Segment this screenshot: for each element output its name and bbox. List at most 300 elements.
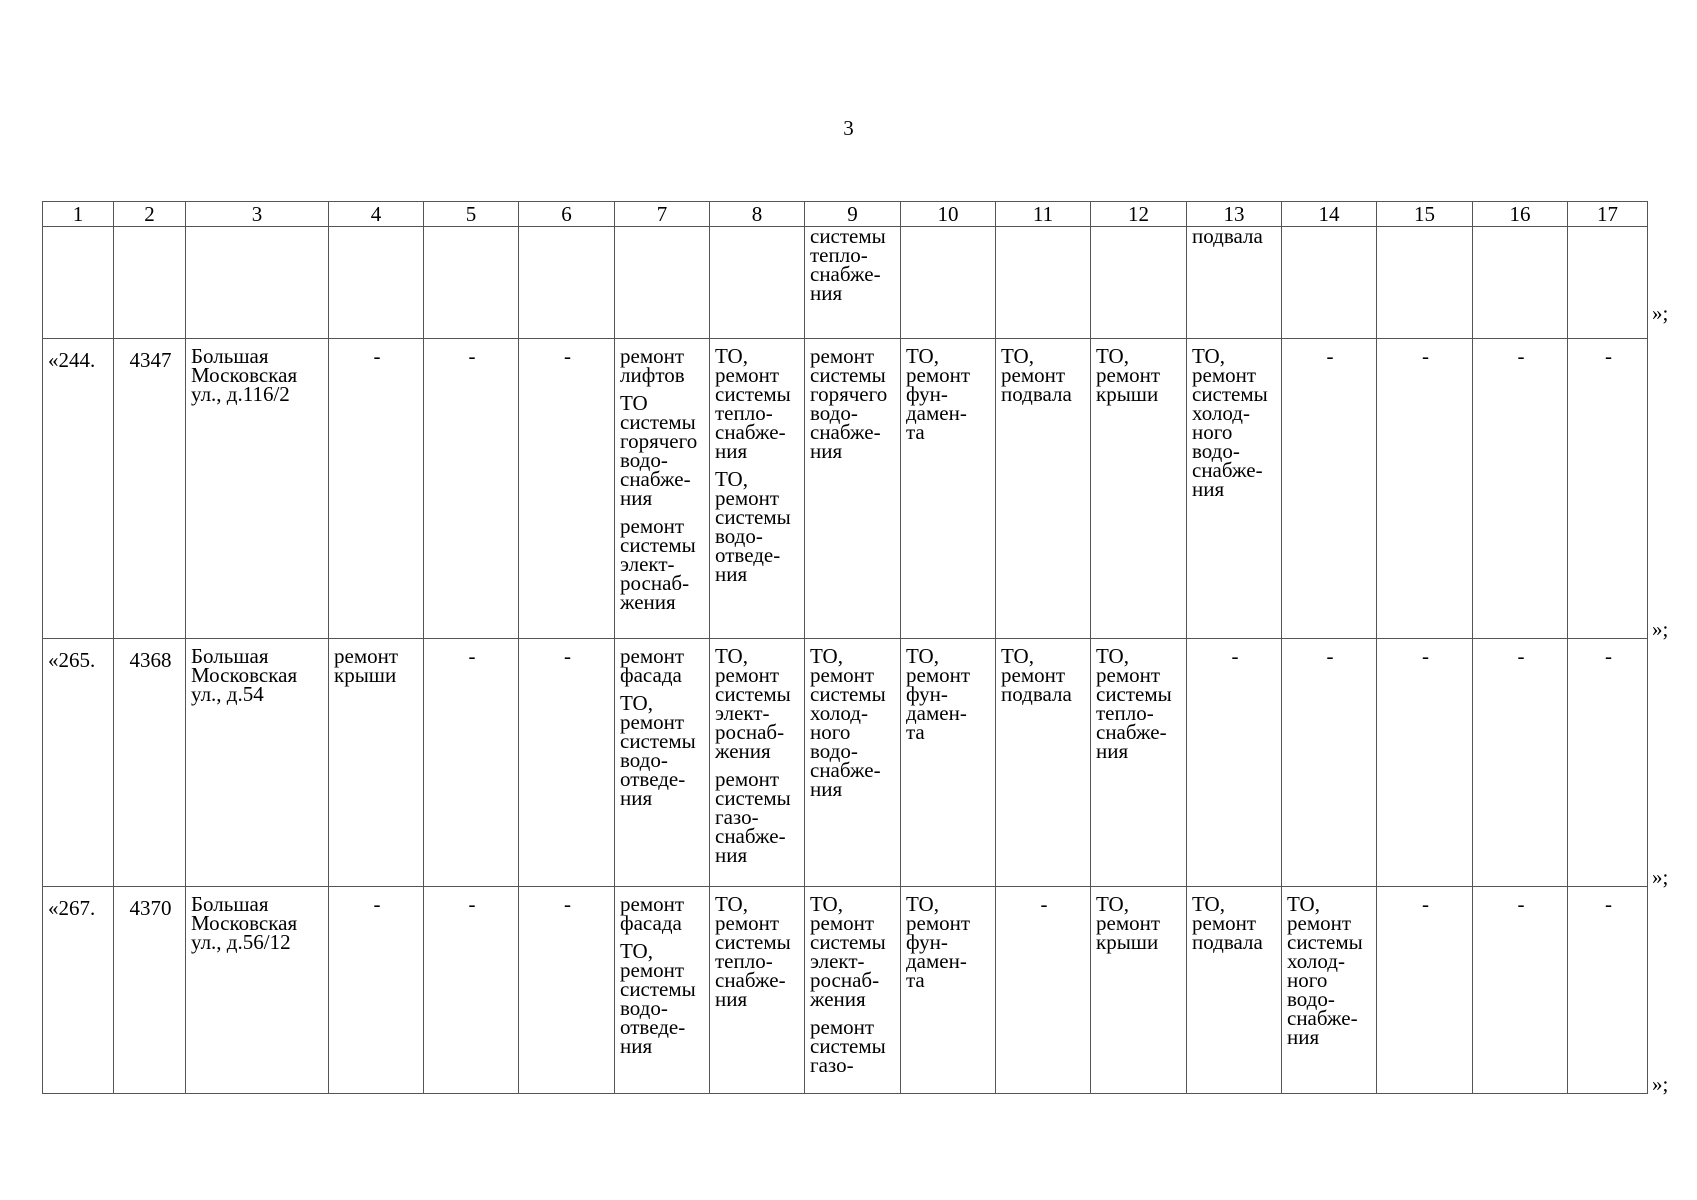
cell-paragraph (810, 644, 897, 801)
table-cell (1377, 227, 1473, 339)
cell-line: элект- (715, 701, 770, 725)
cell-line: 4370 (129, 896, 172, 920)
cell-line: подвала (1001, 682, 1072, 706)
cell-line: горячего (620, 429, 698, 453)
cell-line: ния (715, 843, 748, 867)
cell-line: фасада (620, 911, 682, 935)
cell-paragraph (1287, 892, 1373, 1049)
cell-line: жения (810, 987, 866, 1011)
page-number: 3 (843, 116, 854, 140)
cell-line: та (906, 720, 925, 744)
table-cell (710, 227, 805, 339)
cell-line: - (1231, 644, 1239, 668)
table-cell (615, 227, 710, 339)
cell-line: ТО, (1001, 344, 1034, 368)
cell-line: та (906, 968, 925, 992)
cell-paragraph (1192, 892, 1278, 954)
table-cell (805, 227, 901, 339)
cell-paragraph (1096, 344, 1183, 406)
cell-line: ремонт (620, 892, 685, 916)
cell-line: ремонт (810, 1015, 875, 1039)
table-cell (43, 339, 114, 639)
cell-line: системы (620, 410, 696, 434)
cell-line: - (373, 892, 381, 916)
table-cell (996, 227, 1091, 339)
cell-line: ния (810, 777, 843, 801)
table-cell (615, 339, 710, 639)
cell-paragraph (334, 644, 420, 687)
cell-line: роснаб- (715, 720, 785, 744)
cell-line: - (468, 344, 476, 368)
table-cell (615, 887, 710, 1094)
cell-line: - (1517, 892, 1525, 916)
cell-line: системы (1287, 930, 1363, 954)
table-cell (1091, 887, 1187, 1094)
table-cell (710, 887, 805, 1094)
column-header: 14 (1282, 202, 1377, 227)
table-cell (329, 887, 424, 1094)
cell-line: тепло- (715, 401, 773, 425)
table-cell (901, 227, 996, 339)
cell-line: крыши (334, 663, 397, 687)
table-cell (710, 339, 805, 639)
cell-line: лифтов (620, 363, 685, 387)
cell-line: снабже- (715, 968, 786, 992)
cell-line: системы (620, 977, 696, 1001)
cell-line: жения (715, 739, 771, 763)
cell-line: ТО, (620, 691, 653, 715)
cell-line: водо- (620, 448, 668, 472)
cell-line: - (1422, 644, 1429, 668)
table-cell (1568, 639, 1648, 887)
cell-line: системы (810, 682, 886, 706)
cell-line: - (1605, 344, 1612, 368)
cell-paragraph (1001, 344, 1087, 406)
cell-line: системы (810, 1034, 886, 1058)
cell-line: снабже- (715, 824, 786, 848)
column-header: 1 (43, 202, 114, 227)
cell-paragraph (620, 344, 706, 387)
cell-line: - (468, 644, 476, 668)
column-header: 16 (1473, 202, 1568, 227)
cell-line: жения (620, 590, 676, 614)
cell-line: ул., д.54 (191, 682, 264, 706)
table-cell (1187, 227, 1282, 339)
cell-paragraph (810, 344, 897, 463)
table-cell (519, 887, 615, 1094)
cell-line: ремонт (810, 911, 875, 935)
cell-line: ТО, (1287, 892, 1320, 916)
table-cell (43, 639, 114, 887)
cell-line: фасада (620, 663, 682, 687)
cell-line: водо- (620, 996, 668, 1020)
cell-line: - (1040, 892, 1048, 916)
table-cell (329, 227, 424, 339)
cell-line: ремонт (810, 663, 875, 687)
cell-paragraph (620, 939, 706, 1058)
cell-line: элект- (620, 552, 675, 576)
cell-line: Большая (191, 644, 269, 668)
column-header: 4 (329, 202, 424, 227)
table-cell (186, 227, 329, 339)
cell-line: ремонт (906, 363, 971, 387)
table-cell (1091, 639, 1187, 887)
column-header: 11 (996, 202, 1091, 227)
cell-line: ремонт (715, 363, 780, 387)
cell-line: 4368 (129, 648, 172, 672)
cell-line: ния (715, 987, 748, 1011)
table-cell (996, 887, 1091, 1094)
table-cell (1473, 227, 1568, 339)
cell-line: ремонт (620, 958, 685, 982)
table-cell (1473, 639, 1568, 887)
cell-paragraph (1096, 892, 1183, 954)
cell-paragraph (906, 344, 992, 444)
column-header: 3 (186, 202, 329, 227)
table-cell (805, 639, 901, 887)
cell-line: тепло- (1096, 701, 1154, 725)
cell-line: ТО (620, 391, 648, 415)
cell-line: водо- (1192, 439, 1240, 463)
table-cell (424, 227, 519, 339)
cell-line: - (1326, 344, 1334, 368)
cell-line: ремонт (1096, 911, 1161, 935)
cell-line: водо- (810, 401, 858, 425)
cell-line: горячего (810, 382, 888, 406)
cell-line: снабже- (810, 420, 881, 444)
closing-quote-mark: »; (1652, 1072, 1669, 1096)
cell-line: - (1517, 344, 1525, 368)
cell-line: снабже- (1287, 1006, 1358, 1030)
cell-line: ния (1287, 1025, 1320, 1049)
cell-paragraph (906, 892, 992, 992)
table-cell (1473, 339, 1568, 639)
cell-line: подвала (1001, 382, 1072, 406)
closing-quote-mark: »; (1652, 301, 1669, 325)
cell-line: ТО, (1192, 344, 1225, 368)
cell-line: - (564, 344, 571, 368)
table-cell (901, 639, 996, 887)
cell-paragraph (1192, 344, 1278, 501)
table-cell (1377, 639, 1473, 887)
cell-line: системы (620, 729, 696, 753)
table-cell (1282, 639, 1377, 887)
works-schedule-table (42, 201, 1648, 1094)
cell-line: газо- (715, 805, 759, 829)
cell-line: ТО, (810, 644, 843, 668)
column-header: 5 (424, 202, 519, 227)
cell-line: - (1326, 644, 1334, 668)
cell-paragraph (620, 514, 706, 614)
cell-line: ремонт (1192, 363, 1257, 387)
cell-line: снабже- (1096, 720, 1167, 744)
cell-paragraph (620, 644, 706, 687)
cell-line: ремонт (1096, 363, 1161, 387)
cell-line: - (1517, 644, 1525, 668)
cell-line: ремонт (620, 344, 685, 368)
cell-line: ремонт (334, 644, 399, 668)
table-cell (114, 339, 186, 639)
cell-line: крыши (1096, 930, 1159, 954)
cell-line: отведе- (620, 1015, 686, 1039)
cell-line: ния (620, 1034, 653, 1058)
table-cell (43, 887, 114, 1094)
table-row (43, 339, 1648, 639)
cell-line: отведе- (715, 543, 781, 567)
cell-line: ТО, (1001, 644, 1034, 668)
cell-line: системы (1192, 382, 1268, 406)
cell-line: ремонт (620, 644, 685, 668)
cell-line: ТО, (1096, 644, 1129, 668)
cell-line: системы (715, 682, 791, 706)
column-header: 10 (901, 202, 996, 227)
table-cell (1473, 887, 1568, 1094)
cell-line: Московская (191, 911, 298, 935)
cell-line: «265. (48, 648, 96, 672)
cell-line: системы (810, 930, 886, 954)
cell-line: - (1605, 892, 1612, 916)
cell-line: ния (620, 786, 653, 810)
cell-line: ТО, (1192, 892, 1225, 916)
cell-paragraph (715, 467, 801, 586)
table-cell (519, 227, 615, 339)
cell-line: - (564, 644, 571, 668)
cell-line: тепло- (810, 243, 868, 267)
cell-line: роснаб- (810, 968, 880, 992)
table-cell (1568, 227, 1648, 339)
cell-line: водо- (715, 524, 763, 548)
cell-line: дамен- (906, 701, 967, 725)
cell-line: тепло- (715, 949, 773, 973)
cell-line: ТО, (1096, 892, 1129, 916)
cell-line: подвала (1192, 226, 1263, 248)
cell-line: «267. (48, 896, 96, 920)
column-header: 7 (615, 202, 710, 227)
cell-line: та (906, 420, 925, 444)
cell-line: ремонт (810, 344, 875, 368)
cell-line: Московская (191, 663, 298, 687)
cell-paragraph (715, 767, 801, 867)
cell-line: ного (1192, 420, 1233, 444)
table-row (43, 887, 1648, 1094)
cell-line: ТО, (1096, 344, 1129, 368)
cell-line: ТО, (906, 892, 939, 916)
table-cell (186, 887, 329, 1094)
cell-line: крыши (1096, 382, 1159, 406)
cell-paragraph (620, 892, 706, 935)
cell-paragraph (810, 892, 897, 1011)
table-cell (996, 639, 1091, 887)
cell-paragraph (620, 391, 706, 510)
cell-line: ТО, (715, 467, 748, 491)
table-cell (424, 339, 519, 639)
cell-line: ТО, (810, 892, 843, 916)
cell-line: ремонт (620, 514, 685, 538)
table-cell (1568, 339, 1648, 639)
table-cell (805, 887, 901, 1094)
table-cell (329, 339, 424, 639)
cell-line: роснаб- (620, 571, 690, 595)
cell-line: - (564, 892, 571, 916)
cell-line: фун- (906, 382, 948, 406)
cell-line: ТО, (715, 344, 748, 368)
table-cell (901, 887, 996, 1094)
cell-line: ного (1287, 968, 1328, 992)
column-header: 17 (1568, 202, 1648, 227)
cell-line: Большая (191, 344, 269, 368)
cell-paragraph (715, 644, 801, 763)
cell-line: ния (715, 562, 748, 586)
cell-paragraph (906, 644, 992, 744)
table-cell (1568, 887, 1648, 1094)
cell-paragraph (1001, 644, 1087, 706)
column-header: 6 (519, 202, 615, 227)
cell-line: системы (715, 505, 791, 529)
cell-line: ремонт (620, 710, 685, 734)
table-cell (329, 639, 424, 887)
cell-line: Большая (191, 892, 269, 916)
cell-line: снабже- (1192, 458, 1263, 482)
cell-line: водо- (620, 748, 668, 772)
cell-line: системы (715, 382, 791, 406)
cell-paragraph (620, 691, 706, 810)
cell-line: ремонт (1001, 363, 1066, 387)
table-cell (1282, 339, 1377, 639)
cell-line: ремонт (715, 486, 780, 510)
cell-line: водо- (810, 739, 858, 763)
continuation-row (43, 227, 1648, 339)
cell-paragraph (1096, 644, 1183, 763)
cell-line: дамен- (906, 949, 967, 973)
cell-line: ТО, (715, 892, 748, 916)
cell-line: - (468, 892, 476, 916)
closing-quote-mark: »; (1652, 865, 1669, 889)
table-cell (519, 339, 615, 639)
cell-paragraph (715, 344, 801, 463)
cell-line: снабже- (620, 467, 691, 491)
table-cell (1091, 227, 1187, 339)
table-cell (1282, 227, 1377, 339)
cell-line: 4347 (129, 348, 172, 372)
cell-line: - (1422, 892, 1429, 916)
table-cell (1377, 339, 1473, 639)
cell-line: газо- (810, 1053, 854, 1077)
cell-line: ния (620, 486, 653, 510)
column-header: 15 (1377, 202, 1473, 227)
table-cell (1377, 887, 1473, 1094)
cell-line: ТО, (906, 644, 939, 668)
column-header: 8 (710, 202, 805, 227)
cell-line: ремонт (1001, 663, 1066, 687)
table-cell (1187, 639, 1282, 887)
cell-line: подвала (1192, 930, 1263, 954)
table-cell (424, 639, 519, 887)
closing-quote-mark: »; (1652, 617, 1669, 641)
cell-line: отведе- (620, 767, 686, 791)
column-header: 12 (1091, 202, 1187, 227)
column-header: 9 (805, 202, 901, 227)
cell-line: ремонт (1096, 663, 1161, 687)
cell-line: ул., д.56/12 (191, 930, 291, 954)
table-cell (1282, 887, 1377, 1094)
table-cell (805, 339, 901, 639)
cell-line: холод- (1287, 949, 1345, 973)
cell-line: ремонт (715, 911, 780, 935)
cell-line: ния (1192, 477, 1225, 501)
cell-line: системы (810, 226, 886, 248)
table-cell (114, 887, 186, 1094)
cell-line: ТО, (620, 939, 653, 963)
table-cell (901, 339, 996, 639)
cell-line: фун- (906, 930, 948, 954)
cell-line: холод- (810, 701, 868, 725)
table-cell (1091, 339, 1187, 639)
column-header: 2 (114, 202, 186, 227)
table-cell (710, 639, 805, 887)
header-row (43, 202, 1648, 227)
table-cell (996, 339, 1091, 639)
table-cell (186, 339, 329, 639)
cell-line: ного (810, 720, 851, 744)
cell-line: Московская (191, 363, 298, 387)
cell-line: ния (1096, 739, 1129, 763)
table-cell (114, 639, 186, 887)
cell-line: ремонт (906, 911, 971, 935)
table-cell (424, 887, 519, 1094)
cell-line: ТО, (715, 644, 748, 668)
table-cell (519, 639, 615, 887)
cell-line: системы (715, 786, 791, 810)
table-cell (615, 639, 710, 887)
cell-line: - (1605, 644, 1612, 668)
cell-line: снабже- (715, 420, 786, 444)
cell-line: ремонт (1287, 911, 1352, 935)
table-row (43, 639, 1648, 887)
table-cell (1187, 887, 1282, 1094)
table-cell (1187, 339, 1282, 639)
cell-line: элект- (810, 949, 865, 973)
cell-line: снабже- (810, 262, 881, 286)
table-cell (43, 227, 114, 339)
cell-line: водо- (1287, 987, 1335, 1011)
cell-line: - (1422, 344, 1429, 368)
cell-line: дамен- (906, 401, 967, 425)
cell-line: ул., д.116/2 (191, 382, 290, 406)
cell-line: - (373, 344, 381, 368)
cell-line: ния (810, 439, 843, 463)
cell-line: ремонт (906, 663, 971, 687)
cell-line: фун- (906, 682, 948, 706)
cell-line: системы (715, 930, 791, 954)
column-header: 13 (1187, 202, 1282, 227)
cell-line: ния (810, 281, 843, 305)
cell-line: «244. (48, 348, 96, 372)
cell-line: ТО, (906, 344, 939, 368)
cell-line: ремонт (715, 663, 780, 687)
cell-line: ремонт (715, 767, 780, 791)
cell-line: холод- (1192, 401, 1250, 425)
cell-paragraph (810, 1015, 897, 1077)
cell-line: снабже- (810, 758, 881, 782)
cell-line: ремонт (1192, 911, 1257, 935)
table-cell (186, 639, 329, 887)
cell-line: ния (715, 439, 748, 463)
table-cell (114, 227, 186, 339)
cell-line: системы (620, 533, 696, 557)
cell-paragraph (715, 892, 801, 1011)
cell-line: системы (810, 363, 886, 387)
cell-line: системы (1096, 682, 1172, 706)
